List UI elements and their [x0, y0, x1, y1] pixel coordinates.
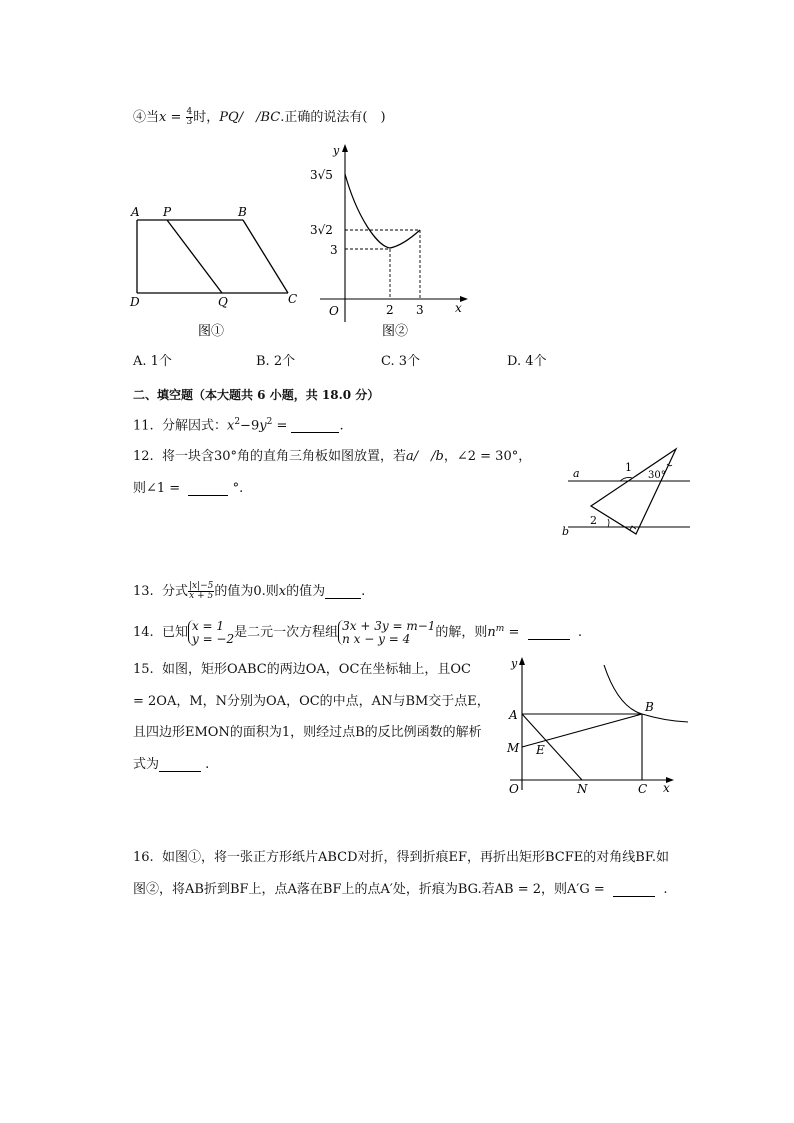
system-equations: 3x + 3y = m−1 n x − y = 4 [338, 620, 435, 645]
figure-12-triangle [558, 444, 694, 540]
question-16-line2: 图②，将AB折到BF上，点A落在BF上的点A′处，折痕为BG.若AB = 2，则A′G = . [133, 882, 668, 897]
label-angle-2: 2 [590, 514, 597, 527]
label-30deg: 30° [648, 470, 666, 481]
label-P: P [163, 205, 172, 219]
question-13: 13. 分式 $\frac{|x|-5}{x + 5}$ 的值为0.则x的值为 . [133, 581, 366, 601]
tick-x-3: 3 [416, 303, 424, 317]
figure-1-quadrilateral [125, 200, 310, 345]
tick-y-3: 3 [330, 243, 338, 257]
option-c: C. 3个 [381, 354, 421, 369]
figure-2-graph [305, 142, 475, 344]
axis-y-label-15: y [511, 657, 518, 670]
axis-x-label: x [455, 301, 462, 315]
tick-y-3root2: 3√2 [310, 223, 333, 237]
label-O-15: O [509, 782, 519, 796]
section-title: 二、填空题（本大题共 6 小题，共 18.0 分） [133, 388, 380, 402]
label-E-15: E [536, 743, 545, 757]
label-D: D [130, 295, 140, 309]
label-B-15: B [645, 700, 654, 714]
answer-blank-13[interactable] [325, 585, 361, 599]
option-d: D. 4个 [507, 354, 547, 369]
label-Q: Q [218, 295, 228, 309]
answer-blank-11[interactable] [291, 419, 339, 433]
question-15-line3: 且四边形EMON的面积为1，则经过点B的反比例函数的解析 [133, 725, 482, 740]
axis-x-label-15: x [663, 781, 670, 795]
answer-blank-16[interactable] [613, 883, 655, 897]
fraction-4-3: $\frac{4}{3}$ [186, 107, 193, 127]
q10-condition: ④当x = $\frac{4}{3}$ 时，PQ/ /BC.正确的说法有( ) [133, 107, 386, 127]
question-15-line2: = 2OA，M，N分别为OA，OC的中点，AN与BM交于点E， [133, 694, 490, 709]
answer-blank-15[interactable] [159, 758, 201, 772]
axis-y-label: y [333, 144, 340, 157]
label-N-15: N [577, 782, 588, 796]
system-solution: x = 1 y = −2 [188, 620, 234, 645]
answer-blank-12[interactable] [188, 482, 228, 496]
question-15-line1: 15. 如图，矩形OABC的两边OA，OC在坐标轴上，且OC [133, 662, 471, 677]
label-B: B [238, 205, 247, 219]
label-angle-1: 1 [625, 461, 632, 474]
fraction-q13: $\frac{|x|-5}{x + 5}$ [188, 581, 214, 601]
figure-2-caption: 图② [382, 324, 409, 339]
tick-y-3root5: 3√5 [310, 168, 333, 182]
figure-15-rectangle [500, 655, 700, 805]
question-14: 14. 已知 x = 1 y = −2 是二元一次方程组 3x + 3y = m−1 n x − y = 4 的解，则$n^m$ = . [133, 619, 583, 646]
question-12-line2: 则∠1 = °. [133, 481, 244, 496]
option-b: B. 2个 [256, 354, 296, 369]
label-C: C [288, 292, 298, 306]
origin-label: O [329, 304, 339, 318]
label-line-b: b [562, 525, 570, 538]
label-A: A [131, 205, 140, 219]
label-A-15: A [509, 708, 518, 722]
option-a: A. 1个 [133, 354, 172, 369]
label-C-15: C [638, 782, 648, 796]
figure-1-caption: 图① [198, 324, 225, 339]
answer-blank-14[interactable] [528, 626, 570, 640]
question-12-line1: 12. 将一块含30°角的直角三角板如图放置，若a/ /b，∠2 = 30°， [133, 449, 532, 464]
label-line-a: a [573, 467, 580, 480]
question-15-line4: 式为 . [133, 757, 210, 772]
label-M-15: M [507, 741, 520, 755]
question-16-line1: 16. 如图①，将一张正方形纸片ABCD对折，得到折痕EF，再折出矩形BCFE的对角线BF.如 [133, 850, 669, 865]
tick-x-2: 2 [386, 303, 394, 317]
question-11: 11. 分解因式：$x^2-9y^2$ = . [133, 417, 344, 434]
